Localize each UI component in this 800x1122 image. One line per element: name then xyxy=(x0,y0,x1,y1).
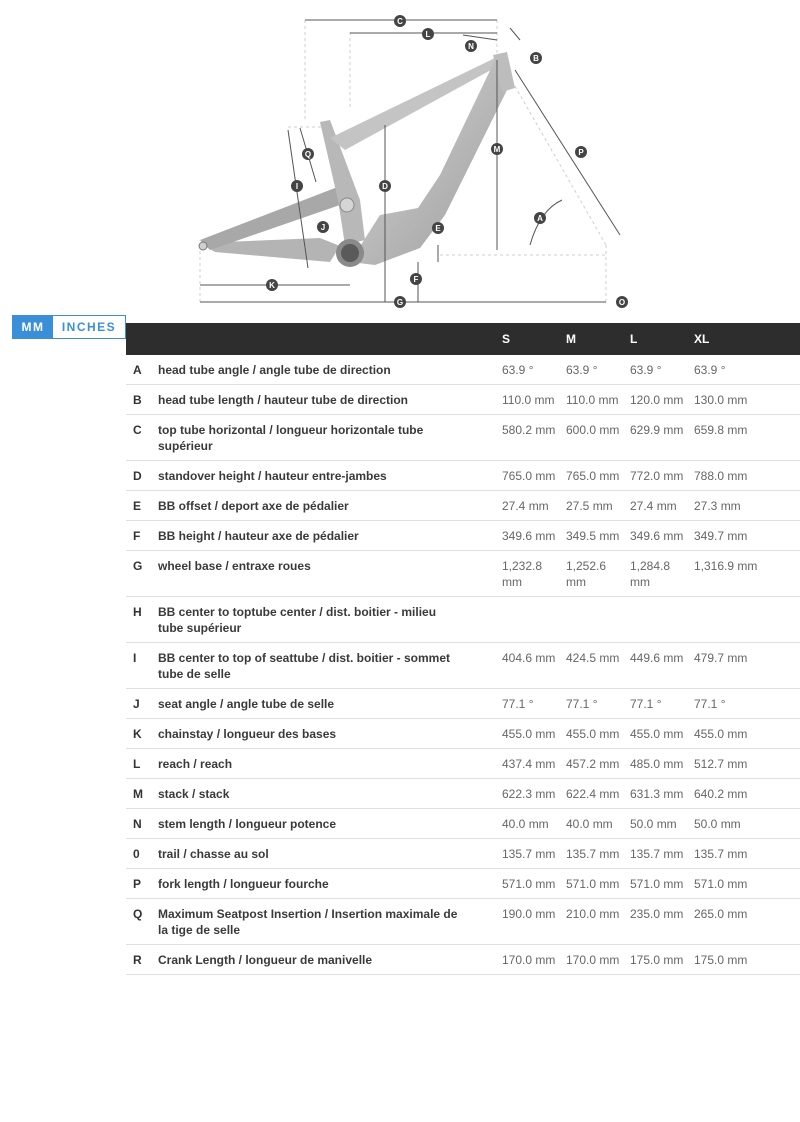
dimension-label-n xyxy=(465,40,477,52)
table-row xyxy=(126,461,800,491)
row-measurement-name: seat angle / angle tube de selle xyxy=(158,689,502,719)
row-value-size-l: 772.0 mm xyxy=(630,461,694,491)
header-letter xyxy=(126,323,158,355)
row-value-size-s: 110.0 mm xyxy=(502,385,566,415)
row-measurement-name: stem length / longueur potence xyxy=(158,809,502,839)
row-value-size-m xyxy=(566,597,630,643)
svg-text:Q: Q xyxy=(304,150,312,159)
row-value-size-xl: 63.9 ° xyxy=(694,355,800,385)
row-value-size-xl: 349.7 mm xyxy=(694,521,800,551)
table-row xyxy=(126,385,800,415)
dimension-label-j xyxy=(317,221,329,233)
geometry-diagram xyxy=(0,0,800,315)
row-value-size-s: 349.6 mm xyxy=(502,521,566,551)
row-value-size-l: 485.0 mm xyxy=(630,749,694,779)
svg-text:P: P xyxy=(578,148,584,157)
table-row xyxy=(126,945,800,975)
header-name xyxy=(158,323,502,355)
row-measurement-name: wheel base / entraxe roues xyxy=(158,551,502,597)
svg-text:B: B xyxy=(533,54,539,63)
size-header: XL xyxy=(694,323,800,355)
row-value-size-l: 235.0 mm xyxy=(630,899,694,945)
row-measurement-name: standover height / hauteur entre-jambes xyxy=(158,461,502,491)
row-value-size-s: 190.0 mm xyxy=(502,899,566,945)
row-value-size-xl: 640.2 mm xyxy=(694,779,800,809)
svg-text:O: O xyxy=(618,298,626,307)
row-value-size-m: 135.7 mm xyxy=(566,839,630,869)
table-row xyxy=(126,839,800,869)
size-header: S xyxy=(502,323,566,355)
mm-button[interactable]: MM xyxy=(13,316,53,338)
table-header xyxy=(126,323,800,355)
row-value-size-xl xyxy=(694,597,800,643)
row-letter: L xyxy=(126,749,158,779)
table-row xyxy=(126,551,800,597)
row-value-size-xl: 265.0 mm xyxy=(694,899,800,945)
pivot-icon xyxy=(340,198,354,212)
row-value-size-m: 424.5 mm xyxy=(566,643,630,689)
row-letter: B xyxy=(126,385,158,415)
table-row xyxy=(126,415,800,461)
row-measurement-name: head tube angle / angle tube de direction xyxy=(158,355,502,385)
table-row xyxy=(126,689,800,719)
row-value-size-s: 580.2 mm xyxy=(502,415,566,461)
row-letter: R xyxy=(126,945,158,975)
row-value-size-l: 120.0 mm xyxy=(630,385,694,415)
row-value-size-m: 1,252.6 mm xyxy=(566,551,630,597)
row-value-size-xl: 130.0 mm xyxy=(694,385,800,415)
row-value-size-m: 457.2 mm xyxy=(566,749,630,779)
dimension-label-e xyxy=(432,222,444,234)
row-value-size-l: 63.9 ° xyxy=(630,355,694,385)
row-value-size-s: 622.3 mm xyxy=(502,779,566,809)
row-value-size-m: 622.4 mm xyxy=(566,779,630,809)
table-row xyxy=(126,749,800,779)
table-row xyxy=(126,491,800,521)
row-value-size-m: 765.0 mm xyxy=(566,461,630,491)
row-letter: A xyxy=(126,355,158,385)
row-value-size-xl: 479.7 mm xyxy=(694,643,800,689)
row-value-size-l: 449.6 mm xyxy=(630,643,694,689)
row-value-size-xl: 50.0 mm xyxy=(694,809,800,839)
chainring-icon xyxy=(341,244,359,262)
svg-text:L: L xyxy=(425,30,431,39)
row-value-size-s: 404.6 mm xyxy=(502,643,566,689)
dimension-label-q xyxy=(302,148,314,160)
row-letter: 0 xyxy=(126,839,158,869)
svg-text:I: I xyxy=(295,182,299,191)
table-row xyxy=(126,899,800,945)
row-value-size-l: 50.0 mm xyxy=(630,809,694,839)
row-value-size-l: 455.0 mm xyxy=(630,719,694,749)
svg-text:F: F xyxy=(413,275,419,284)
svg-text:E: E xyxy=(435,224,441,233)
dimension-label-a xyxy=(534,212,546,224)
row-letter: D xyxy=(126,461,158,491)
dimension-label-p xyxy=(575,146,587,158)
row-value-size-m: 27.5 mm xyxy=(566,491,630,521)
row-value-size-l: 175.0 mm xyxy=(630,945,694,975)
row-value-size-xl: 77.1 ° xyxy=(694,689,800,719)
row-value-size-s: 1,232.8 mm xyxy=(502,551,566,597)
dimension-label-l xyxy=(422,28,434,40)
size-header: L xyxy=(630,323,694,355)
dimension-guides xyxy=(200,20,606,302)
svg-text:G: G xyxy=(396,298,404,307)
row-value-size-s: 455.0 mm xyxy=(502,719,566,749)
row-letter: E xyxy=(126,491,158,521)
row-value-size-s: 77.1 ° xyxy=(502,689,566,719)
row-value-size-l xyxy=(630,597,694,643)
row-measurement-name: head tube length / hauteur tube de direction xyxy=(158,385,502,415)
dimension-label-f xyxy=(410,273,422,285)
row-value-size-xl: 571.0 mm xyxy=(694,869,800,899)
row-value-size-m: 349.5 mm xyxy=(566,521,630,551)
row-measurement-name: Maximum Seatpost Insertion / Insertion maximale de la tige de selle xyxy=(158,899,502,945)
row-value-size-l: 1,284.8 mm xyxy=(630,551,694,597)
row-measurement-name: BB offset / deport axe de pédalier xyxy=(158,491,502,521)
row-letter: I xyxy=(126,643,158,689)
row-value-size-xl: 788.0 mm xyxy=(694,461,800,491)
svg-text:M: M xyxy=(493,145,501,154)
table-row xyxy=(126,521,800,551)
row-measurement-name: reach / reach xyxy=(158,749,502,779)
dimension-lines xyxy=(200,20,620,302)
row-value-size-l: 571.0 mm xyxy=(630,869,694,899)
dimension-label-d xyxy=(379,180,391,192)
row-value-size-xl: 135.7 mm xyxy=(694,839,800,869)
table-row xyxy=(126,869,800,899)
svg-text:C: C xyxy=(397,17,403,26)
row-value-size-xl: 27.3 mm xyxy=(694,491,800,521)
row-value-size-s: 63.9 ° xyxy=(502,355,566,385)
row-value-size-s: 40.0 mm xyxy=(502,809,566,839)
table-row xyxy=(126,355,800,385)
unit-toggle xyxy=(12,315,126,339)
row-letter: M xyxy=(126,779,158,809)
row-letter: Q xyxy=(126,899,158,945)
row-value-size-l: 349.6 mm xyxy=(630,521,694,551)
dimension-label-i xyxy=(291,180,303,192)
row-value-size-m: 110.0 mm xyxy=(566,385,630,415)
row-value-size-m: 170.0 mm xyxy=(566,945,630,975)
svg-text:K: K xyxy=(269,281,275,290)
svg-text:N: N xyxy=(468,42,474,51)
svg-text:D: D xyxy=(382,182,388,191)
row-value-size-xl: 455.0 mm xyxy=(694,719,800,749)
geometry-table xyxy=(126,323,800,975)
dimension-label-b xyxy=(530,52,542,64)
row-value-size-l: 27.4 mm xyxy=(630,491,694,521)
row-measurement-name: BB center to top of seattube / dist. boitier - sommet tube de selle xyxy=(158,643,502,689)
row-letter: F xyxy=(126,521,158,551)
row-value-size-l: 629.9 mm xyxy=(630,415,694,461)
frame-drawing xyxy=(199,52,515,267)
size-header: M xyxy=(566,323,630,355)
dimension-label-k xyxy=(266,279,278,291)
row-letter: H xyxy=(126,597,158,643)
row-value-size-s: 571.0 mm xyxy=(502,869,566,899)
dimension-label-o xyxy=(616,296,628,308)
row-value-size-m: 77.1 ° xyxy=(566,689,630,719)
row-measurement-name: fork length / longueur fourche xyxy=(158,869,502,899)
row-value-size-m: 600.0 mm xyxy=(566,415,630,461)
row-letter: C xyxy=(126,415,158,461)
row-letter: N xyxy=(126,809,158,839)
table-row xyxy=(126,643,800,689)
row-value-size-m: 455.0 mm xyxy=(566,719,630,749)
row-value-size-xl: 512.7 mm xyxy=(694,749,800,779)
row-value-size-m: 210.0 mm xyxy=(566,899,630,945)
row-value-size-m: 40.0 mm xyxy=(566,809,630,839)
row-measurement-name: Crank Length / longueur de manivelle xyxy=(158,945,502,975)
table-row xyxy=(126,597,800,643)
row-measurement-name: trail / chasse au sol xyxy=(158,839,502,869)
table-row xyxy=(126,719,800,749)
row-value-size-xl: 175.0 mm xyxy=(694,945,800,975)
row-value-size-s: 437.4 mm xyxy=(502,749,566,779)
row-value-size-s: 170.0 mm xyxy=(502,945,566,975)
row-letter: K xyxy=(126,719,158,749)
table-row xyxy=(126,779,800,809)
row-value-size-s xyxy=(502,597,566,643)
row-value-size-s: 135.7 mm xyxy=(502,839,566,869)
row-measurement-name: BB center to toptube center / dist. boitier - milieu tube supérieur xyxy=(158,597,502,643)
row-value-size-m: 571.0 mm xyxy=(566,869,630,899)
row-value-size-s: 27.4 mm xyxy=(502,491,566,521)
row-value-size-xl: 659.8 mm xyxy=(694,415,800,461)
row-measurement-name: chainstay / longueur des bases xyxy=(158,719,502,749)
row-value-size-m: 63.9 ° xyxy=(566,355,630,385)
svg-text:A: A xyxy=(537,214,543,223)
dimension-label-c xyxy=(394,15,406,27)
row-measurement-name: top tube horizontal / longueur horizontale tube supérieur xyxy=(158,415,502,461)
row-value-size-xl: 1,316.9 mm xyxy=(694,551,800,597)
rear-axle-icon xyxy=(199,242,207,250)
dimension-label-m xyxy=(491,143,503,155)
row-value-size-l: 135.7 mm xyxy=(630,839,694,869)
row-value-size-l: 77.1 ° xyxy=(630,689,694,719)
inches-button[interactable]: INCHES xyxy=(53,316,125,338)
row-measurement-name: BB height / hauteur axe de pédalier xyxy=(158,521,502,551)
svg-text:J: J xyxy=(320,223,326,232)
row-letter: J xyxy=(126,689,158,719)
row-value-size-s: 765.0 mm xyxy=(502,461,566,491)
table-row xyxy=(126,809,800,839)
dimension-label-g xyxy=(394,296,406,308)
row-letter: G xyxy=(126,551,158,597)
row-letter: P xyxy=(126,869,158,899)
row-value-size-l: 631.3 mm xyxy=(630,779,694,809)
row-measurement-name: stack / stack xyxy=(158,779,502,809)
